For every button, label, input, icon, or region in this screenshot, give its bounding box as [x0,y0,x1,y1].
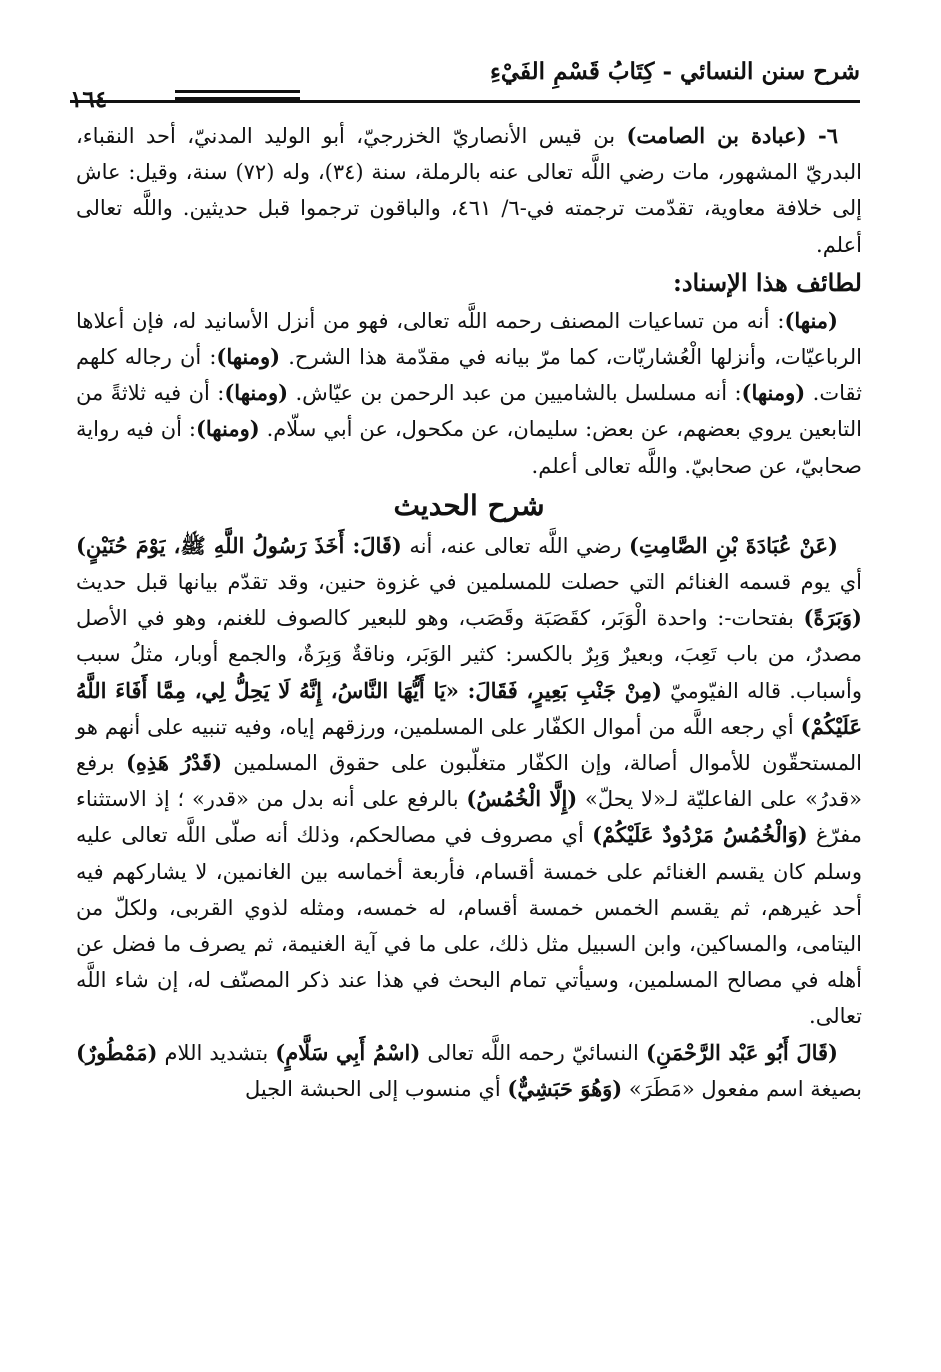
hadith-quote: (قَالَ: أَخَذَ رَسُولُ اللَّهِ ﷺ، يَوْمَ حُنَيْنٍ) [76,532,402,558]
bio-name: (عبادة بن الصامت) [626,123,807,148]
hadith-quote: (عَنْ عُبَادَةَ بْنِ الصَّامِتِ) [628,532,838,558]
page-body [76,118,862,1107]
lataif-label: (ومنها) [224,380,289,406]
commentary-text: أي يوم قسمه الغنائم التي حصلت للمسلمين في غزوة حنين، وقد تقدّم بيانها قبل حديث [76,570,862,595]
hadith-quote: (اسْمُ أَبِي سَلَّامٍ) [275,1039,421,1065]
commentary-text: بفتحات-: واحدة الْوَبَر، كقَصَبَة وقَصَب، وهو للبعير كالصوف للغنم، وهو في الأصل مصدرٌ، من باب تَعِبَ، وبعيرٌ وَبِرٌ بالكسر: كثير الوَبَر، وناقةٌ وَبِرَةٌ، والجمع أوبار، مثلُ سبب وأسباب. قاله الفيّوميّ [76,606,862,703]
rule-line [175,97,300,100]
hadith-quote: (وَبَرَةً) [803,605,862,631]
commentary-text: بصيغة اسم مفعول «مَطَرَ» [622,1076,862,1101]
lataif-text: : أن فيه رواية صحابيّ، عن صحابيّ. واللَّه تعالى أعلم. [76,417,862,478]
lataif-heading: لطائف هذا الإسناد: [672,267,862,297]
page-header [70,40,860,113]
commentary-text: أي رجعه اللَّه من أموال الكفّار على المسلمين، ورزقهم إياه، وفيه تنبيه على أنهم هو المستحقّون للأموال أصالة، وإن الكفّار متغلّبون على حقوق المسلمين [76,714,862,776]
hadith-quote: (قَالَ أَبُو عَبْد الرَّحْمَنِ) [645,1039,838,1065]
lataif-text: : أن فيه ثلاثةً من التابعين يروي بعضهم، عن بعض: سليمان، عن مكحول، عن أبي سلّام. [76,381,862,442]
lataif-label: (منها) [784,307,838,333]
hadith-quote: (وَالْخُمُسُ مَرْدُودٌ عَلَيْكُمْ) [592,822,808,848]
bio-text: بن قيس الأنصاريّ الخزرجيّ، أبو الوليد المدنيّ، أحد النقباء، البدريّ المشهور، مات رضي اللَّه تعالى عنه بالرملة، سنة (٣٤)، وله (٧٢) سنة، وقيل: عاش إلى خلافة معاوية، تقدّمت ترجمته في-٦/ ٤٦١، والباقون ترجموا قبل حديثين. واللَّه تعالى أعلم. [76,124,862,257]
lataif-paragraph [76,303,862,484]
lataif-label: (ومنها) [741,380,806,406]
commentary-text: بتشديد اللام [157,1040,276,1065]
lataif-text: : أنه مسلسل بالشاميين من عبد الرحمن بن عيّاش. [295,381,742,406]
sharh-paragraph [76,1035,862,1107]
lataif-label: (ومنها) [216,344,281,370]
rule-line [175,90,300,93]
lataif-label: (ومنها) [195,416,260,442]
lataif-text: : أن رجاله كلهم ثقات. [76,345,862,406]
bio-number: ٦- [818,123,838,148]
hadith-quote: (مَمْطُورٌ) [76,1039,158,1065]
commentary-text: بالرفع على أنه بدل من «قدر» ؛ إذ الاستثناء مفرّغ [76,787,862,848]
commentary-text: أي مصروف في مصالحكم، وذلك أنه صلّى اللَّه تعالى عليه وسلم كان يقسم الغنائم على خمسة أقسام، فأربعة أخماسه بين الغانمين، لا يشاركهم فيه أحد غيرهم، ثم يقسم الخمس خمسة أقسام، له خمسه، ومثله لذوي القربى، ولكلّ من اليتامى، والمساكين، وابن السبيل مثل ذلك، على ما في آية الغنيمة، ثم يصرف ما فضل عن أهله في مصالح المسلمين، وسيأتي تمام البحث في هذا عند ذكر المصنّف له، إن شاء اللَّه تعالى. [76,823,862,1029]
hadith-quote: (إِلَّا الْخُمُسُ) [466,786,578,812]
commentary-text: النسائيّ رحمه اللَّه تعالى [420,1040,646,1065]
biography-paragraph [76,118,862,263]
commentary-text: رضي اللَّه تعالى عنه، أنه [401,533,629,558]
page-number: ١٦٤ [70,86,108,113]
sharh-paragraph [76,528,862,1035]
lataif-text: : أنه من تساعيات المصنف رحمه اللَّه تعالى، فهو من أنزل الأسانيد له، فإن أعلاها الرباعيّات، وأنزلها الْعُشاريّات، كما مرّ بيانه في مقدّمة هذا الشرح. [76,308,862,370]
page-number-rules [175,90,300,104]
running-title: شرح سنن النسائي - كِتَابُ قَسْمِ الفَيْءِ [490,58,860,85]
sharh-heading: شرح الحديث [393,488,545,522]
hadith-quote: (قَدْرُ هَذِهِ) [125,750,223,776]
commentary-text: برفع «قدرُ» على الفاعليّة لـ«لا يحلّ» [76,751,862,812]
hadith-quote: (مِنْ جَنْبِ بَعِيرٍ، فَقَالَ: «يَا أَيُّهَا النَّاسُ، إِنَّهُ لَا يَحِلُّ لِي، مِمَّا أَفَاءَ اللَّهُ عَلَيْكُمْ) [76,677,862,739]
hadith-quote: (وَهُوَ حَبَشِيٌّ) [507,1075,623,1101]
commentary-text: أي منسوب إلى الحبشة الجيل [244,1076,508,1101]
